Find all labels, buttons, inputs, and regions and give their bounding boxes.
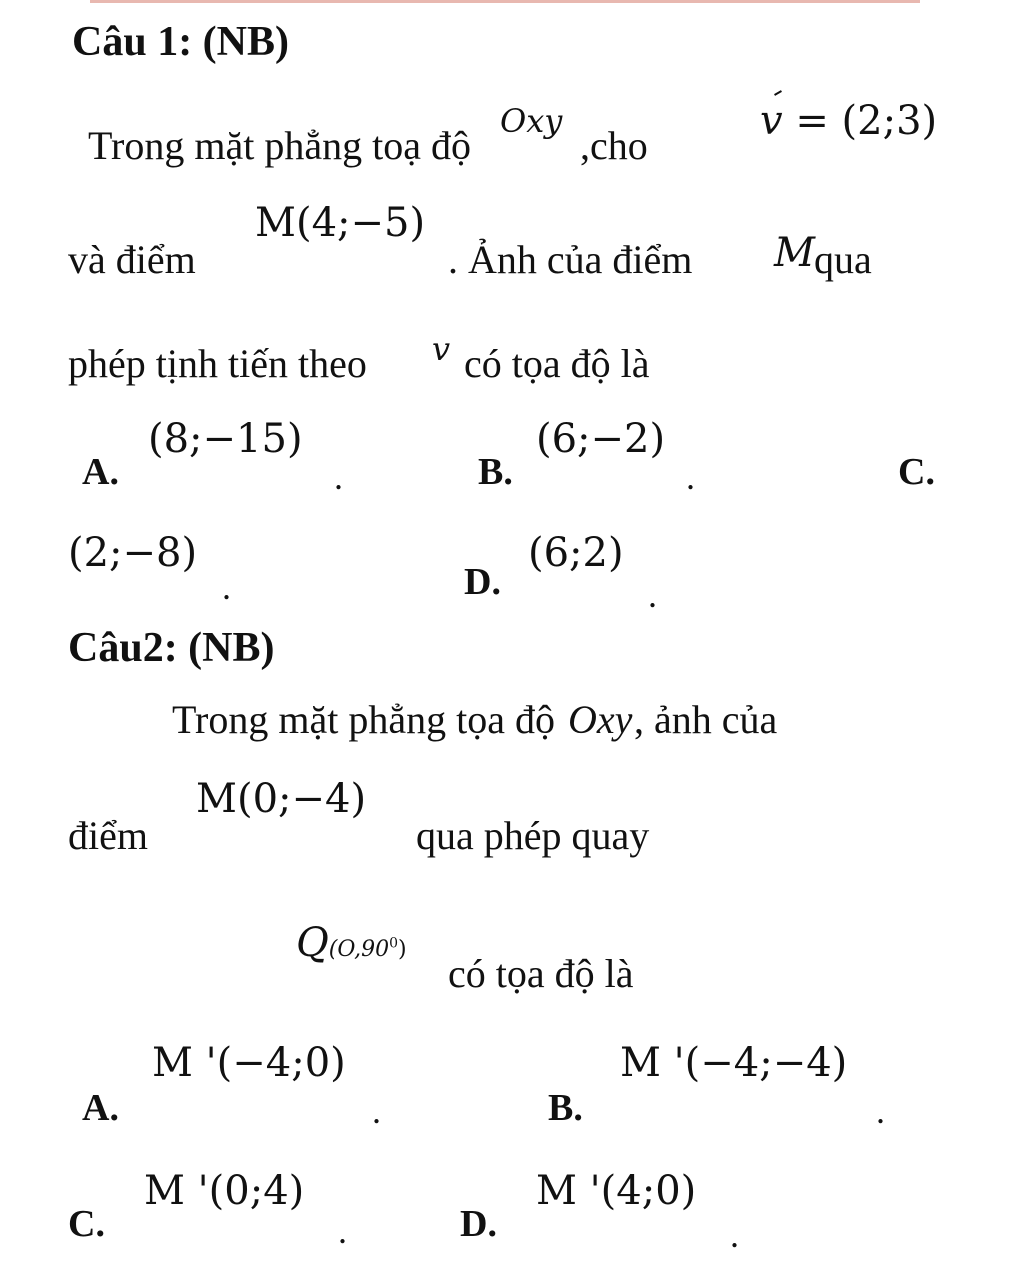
q2-option-c-dot: . xyxy=(338,1211,347,1251)
q1-option-c-label: C. xyxy=(898,451,935,493)
q1-option-a-dot: . xyxy=(334,457,343,497)
q2-option-d-value: M '(4;0) xyxy=(536,1168,697,1214)
q1-title: Câu 1: (NB) xyxy=(72,19,289,65)
q1-option-c-value: (2;−8) xyxy=(68,530,198,576)
q1-line3-rest: có tọa độ là xyxy=(464,341,650,386)
q1-line2-qua: qua xyxy=(814,237,872,282)
q2-line1-rest: , ảnh của xyxy=(634,697,778,742)
q2-option-c-value: M '(0;4) xyxy=(144,1168,305,1214)
q2-option-b-value: M '(−4;−4) xyxy=(620,1040,848,1086)
q2-line3-rest: có tọa độ là xyxy=(448,951,634,996)
q1-option-b-dot: . xyxy=(686,457,695,497)
q2-option-d-label: D. xyxy=(460,1203,497,1245)
q1-point-m: M(4;−5) xyxy=(255,200,426,246)
q1-line3-v: v xyxy=(432,330,451,368)
q1-cho: ,cho xyxy=(580,123,648,168)
q1-option-d-label: D. xyxy=(464,561,501,603)
q2-option-a-label: A. xyxy=(82,1087,119,1129)
q1-option-a-value: (8;−15) xyxy=(148,416,303,462)
top-divider-line xyxy=(90,0,920,3)
q1-option-d-dot: . xyxy=(648,575,657,615)
q1-option-b-label: B. xyxy=(478,451,513,493)
q2-point-m: M(0;−4) xyxy=(196,776,367,822)
q2-oxy: Oxy xyxy=(568,697,633,742)
q2-option-a-value: M '(−4;0) xyxy=(152,1040,346,1086)
rotation-sub-text: (O,90 xyxy=(328,937,390,962)
q2-line2-text: điểm xyxy=(68,813,148,858)
q2-option-c-label: C. xyxy=(68,1203,105,1245)
q1-line2-rest: . Ảnh của điểm xyxy=(448,237,693,282)
rotation-subscript xyxy=(329,937,407,962)
q2-title: Câu2: (NB) xyxy=(68,625,275,671)
q1-line2-m: M xyxy=(774,230,815,276)
q2-line1-text: Trong mặt phẳng tọa độ xyxy=(172,697,555,742)
q1-vector-v xyxy=(760,98,937,144)
q2-line2-rest: qua phép quay xyxy=(416,813,650,858)
q2-option-d-dot: . xyxy=(730,1215,739,1255)
q1-option-c-dot: . xyxy=(222,567,231,607)
rotation-close-paren: ) xyxy=(398,937,407,962)
q1-line2-text: và điểm xyxy=(68,237,196,282)
q2-option-b-dot: . xyxy=(876,1091,885,1131)
q2-option-b-label: B. xyxy=(548,1087,583,1129)
q2-rotation xyxy=(296,920,407,966)
q1-line1-text: Trong mặt phẳng toạ độ xyxy=(88,123,471,168)
q1-oxy: Oxy xyxy=(500,102,563,140)
rotation-q-symbol: Q xyxy=(296,920,329,966)
q1-option-d-value: (6;2) xyxy=(528,530,624,576)
vector-v-value: = (2;3) xyxy=(795,98,938,144)
q1-option-b-value: (6;−2) xyxy=(536,416,666,462)
q2-option-a-dot: . xyxy=(372,1091,381,1131)
vector-arrow-icon xyxy=(774,90,782,96)
q1-option-a-label: A. xyxy=(82,451,119,493)
vector-v-symbol: v xyxy=(760,98,783,144)
q1-line3-text: phép tịnh tiến theo xyxy=(68,341,367,386)
rotation-sup-text: 0 xyxy=(389,935,399,952)
